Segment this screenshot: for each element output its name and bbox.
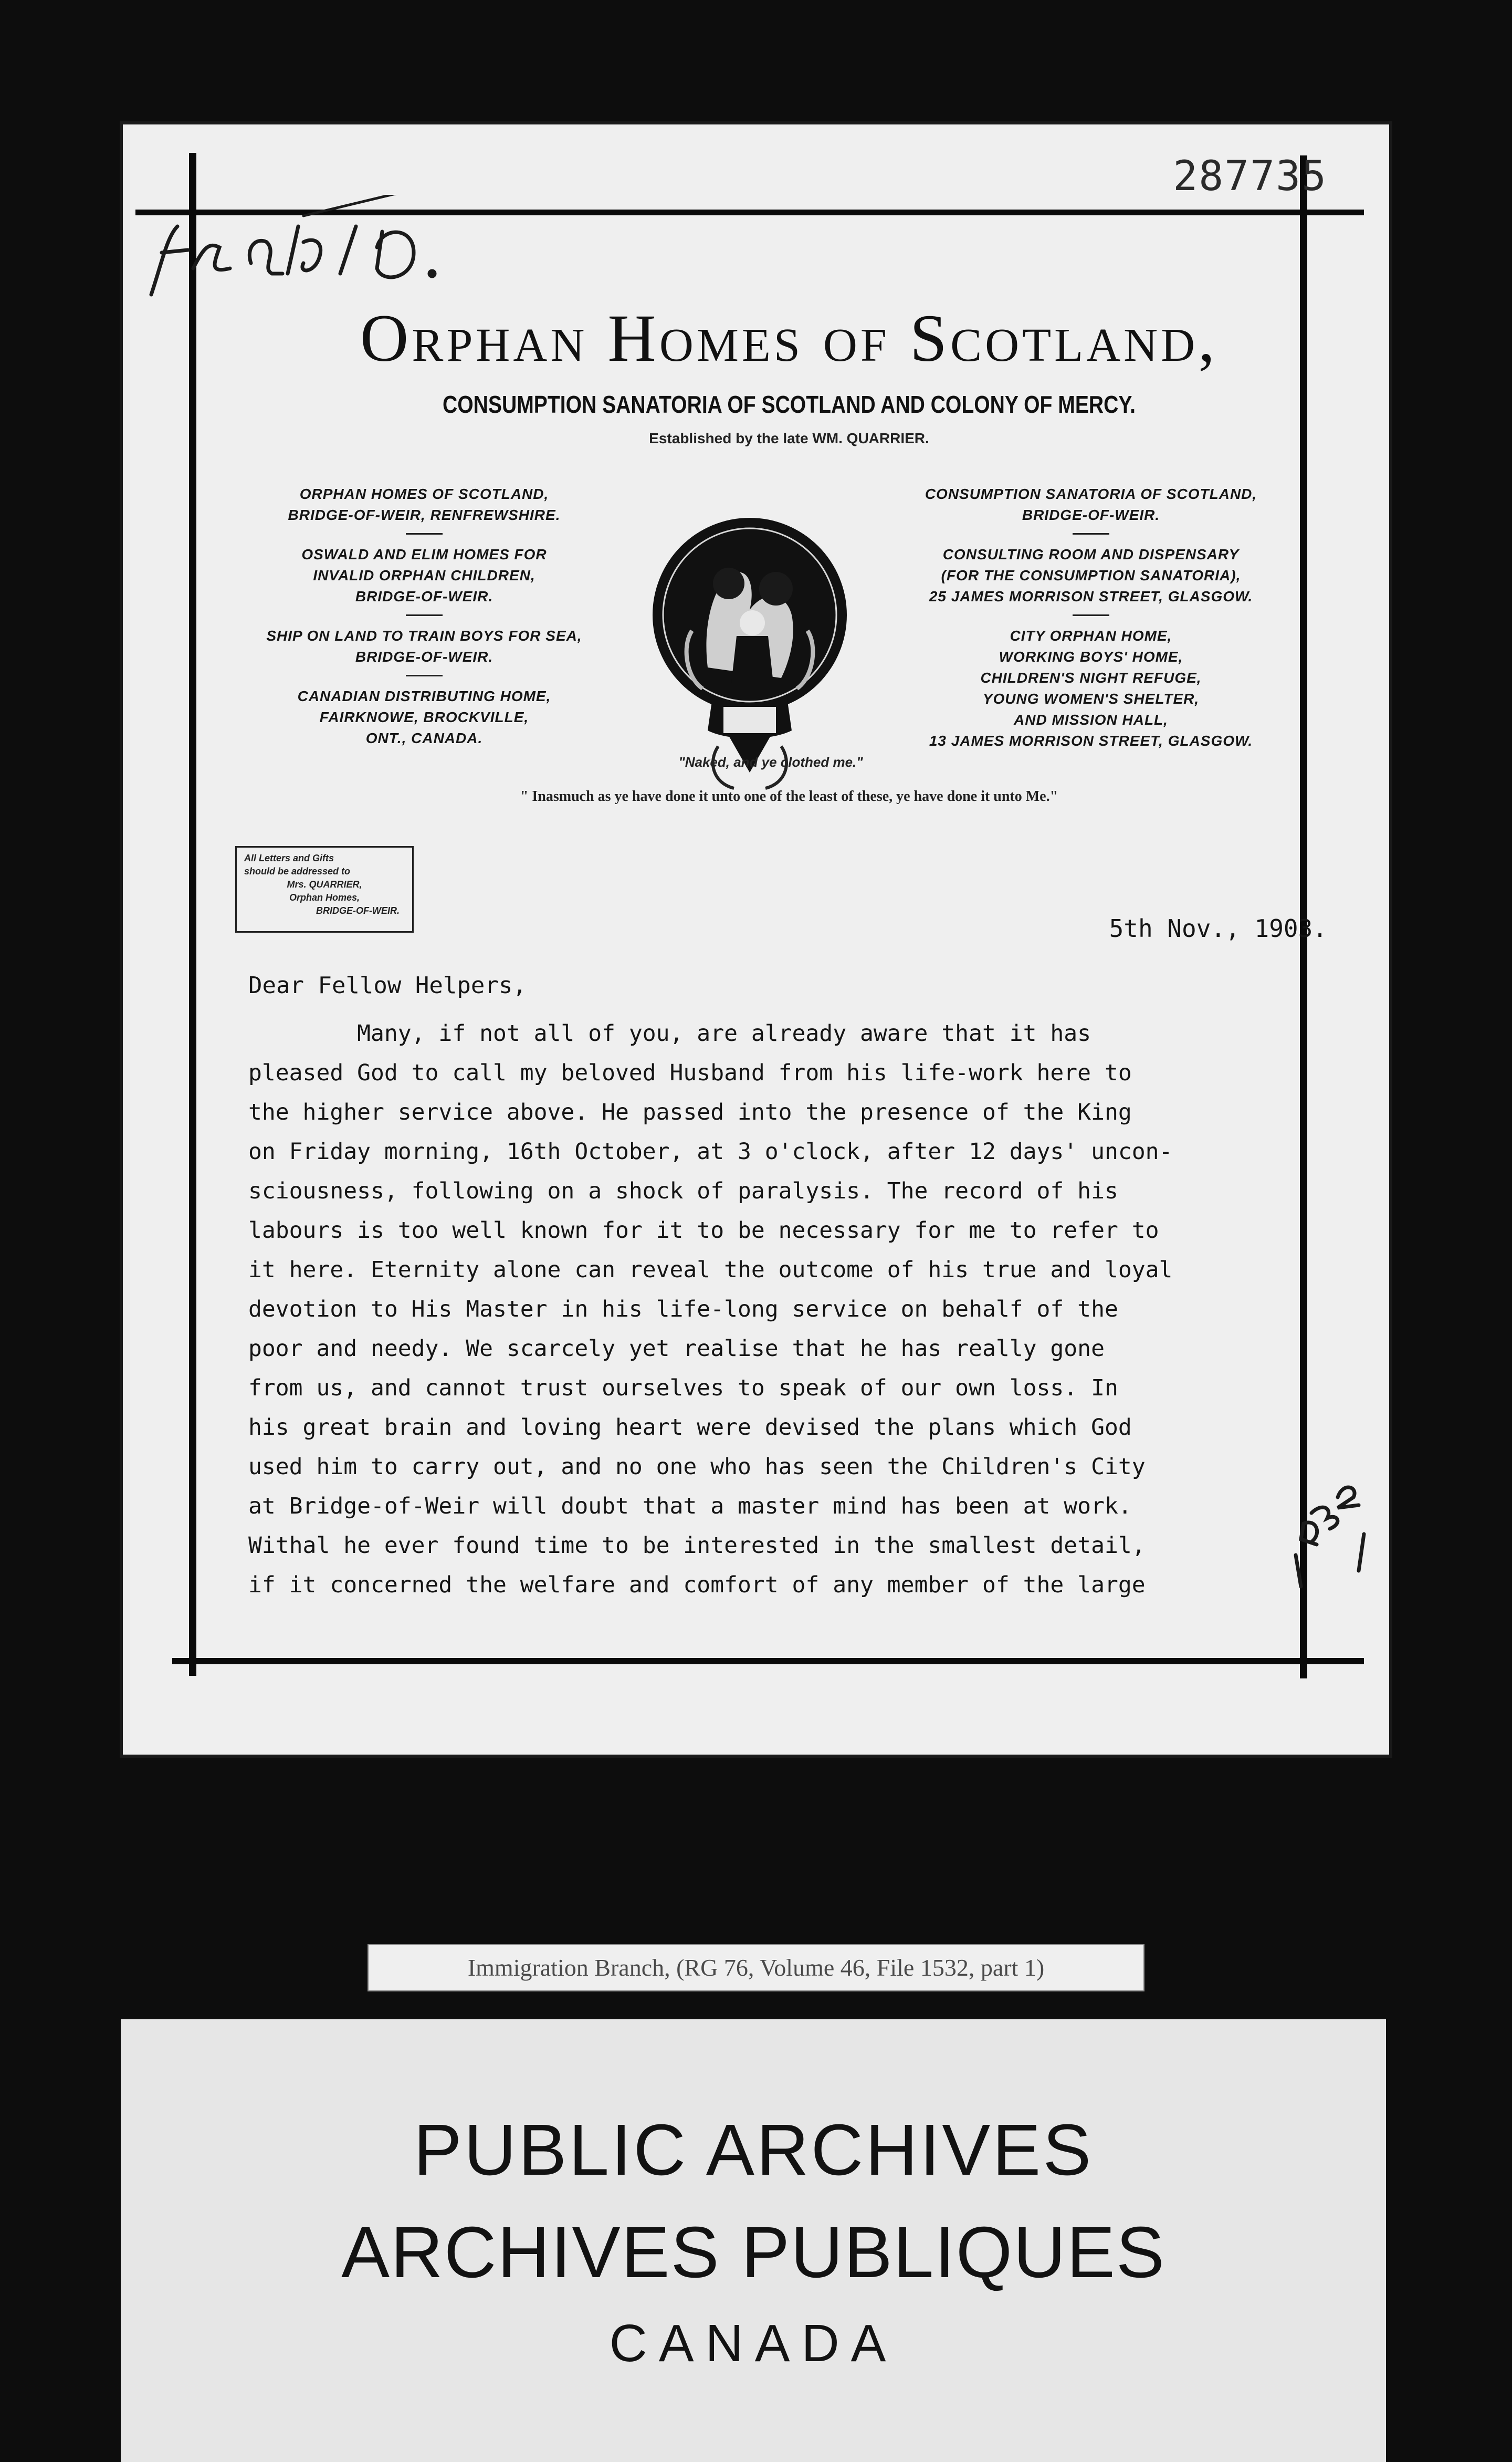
address-line: BRIDGE-OF-WEIR.	[355, 649, 494, 665]
address-box-line: Orphan Homes,	[289, 892, 360, 903]
letter-line: if it concerned the welfare and comfort of any member of the large	[248, 1572, 1146, 1598]
right-address-column	[891, 484, 1290, 752]
address-box-line: All Letters and Gifts	[244, 853, 334, 863]
address-line: INVALID ORPHAN CHILDREN,	[313, 567, 536, 583]
letter-line: devotion to His Master in his life-long service on behalf of the	[248, 1296, 1118, 1322]
address-box-line: should be addressed to	[244, 866, 351, 877]
left-address-block	[251, 686, 597, 749]
address-box-line: BRIDGE-OF-WEIR.	[316, 905, 400, 916]
letter-line: at Bridge-of-Weir will doubt that a master mind has been at work.	[248, 1493, 1132, 1519]
address-line: FAIRKNOWE, BROCKVILLE,	[319, 709, 529, 725]
archive-card	[121, 2019, 1386, 2462]
address-line: CONSUMPTION SANATORIA OF SCOTLAND,	[925, 486, 1257, 502]
emblem-motto: "Naked, and ye clothed me."	[678, 754, 863, 770]
letter-line: used him to carry out, and no one who has seen the Children's City	[248, 1454, 1146, 1480]
letter-page	[120, 121, 1392, 1758]
address-separator	[406, 533, 443, 535]
letter-line: on Friday morning, 16th October, at 3 o'clock, after 12 days' uncon-	[248, 1139, 1173, 1165]
letter-salutation: Dear Fellow Helpers,	[248, 972, 527, 999]
address-line: AND MISSION HALL,	[1014, 712, 1168, 728]
letter-line: pleased God to call my beloved Husband from his life-work here to	[248, 1060, 1132, 1086]
letterhead-subtitle: CONSUMPTION SANATORIA OF SCOTLAND AND COLONY OF MERCY.	[442, 391, 1136, 418]
left-address-block	[251, 544, 597, 607]
letter-line: Withal he ever found time to be interested in the smallest detail,	[248, 1532, 1146, 1559]
letter-line: his great brain and loving heart were devised the plans which God	[248, 1414, 1132, 1441]
letterhead-title: Orphan Homes of Scotland,	[360, 301, 1219, 375]
address-separator	[406, 675, 443, 676]
handwritten-margin-note	[1280, 1466, 1374, 1602]
letter-body	[248, 1014, 1377, 1605]
left-address-block	[251, 625, 597, 667]
address-line: (FOR THE CONSUMPTION SANATORIA),	[941, 567, 1241, 583]
address-line: 25 JAMES MORRISON STREET, GLASGOW.	[929, 588, 1253, 604]
address-separator	[406, 614, 443, 616]
address-line: OSWALD AND ELIM HOMES FOR	[301, 546, 547, 562]
letter-line: from us, and cannot trust ourselves to speak of our own loss. In	[248, 1375, 1118, 1401]
right-address-block	[891, 544, 1290, 607]
address-line: YOUNG WOMEN'S SHELTER,	[982, 691, 1200, 707]
archive-country: CANADA	[609, 2314, 898, 2373]
address-line: SHIP ON LAND TO TRAIN BOYS FOR SEA,	[266, 628, 582, 644]
address-separator	[1073, 533, 1109, 535]
address-box-line: Mrs. QUARRIER,	[287, 879, 362, 890]
address-line: CHILDREN'S NIGHT REFUGE,	[980, 670, 1202, 686]
letter-line: labours is too well known for it to be necessary for me to refer to	[248, 1217, 1159, 1244]
right-address-block	[891, 625, 1290, 752]
address-line: WORKING BOYS' HOME,	[999, 649, 1183, 665]
address-line: ORPHAN HOMES OF SCOTLAND,	[299, 486, 549, 502]
left-address-column	[251, 484, 597, 749]
address-line: BRIDGE-OF-WEIR.	[1022, 507, 1160, 523]
address-separator	[1073, 614, 1109, 616]
archive-reference-label: Immigration Branch, (RG 76, Volume 46, File 1532, part 1)	[368, 1944, 1144, 1991]
handwritten-note-top-left	[130, 195, 487, 310]
archive-name-french: ARCHIVES PUBLIQUES	[341, 2212, 1166, 2293]
address-instructions-box	[235, 846, 414, 933]
address-line: CITY ORPHAN HOME,	[1010, 628, 1172, 644]
letterhead-established: Established by the late WM. QUARRIER.	[649, 430, 929, 446]
archive-name-english: PUBLIC ARCHIVES	[413, 2110, 1094, 2190]
scripture-quote: " Inasmuch as ye have done it unto one of the least of these, ye have done it unto Me."	[520, 788, 1058, 805]
letter-line: Many, if not all of you, are already aware that it has	[248, 1020, 1091, 1047]
address-line: 13 JAMES MORRISON STREET, GLASGOW.	[929, 733, 1253, 749]
frame-rule-left	[189, 153, 196, 1676]
left-address-block	[251, 484, 597, 526]
letter-line: it here. Eternity alone can reveal the outcome of his true and loyal	[248, 1257, 1173, 1283]
address-line: ONT., CANADA.	[365, 730, 483, 746]
address-line: BRIDGE-OF-WEIR.	[355, 588, 494, 604]
letter-line: sciousness, following on a shock of paralysis. The record of his	[248, 1178, 1118, 1204]
file-number: 287735	[1173, 153, 1327, 200]
address-line: BRIDGE-OF-WEIR, RENFREWSHIRE.	[288, 507, 561, 523]
letter-date: 5th Nov., 1903.	[1109, 914, 1327, 943]
letter-line: poor and needy. We scarcely yet realise that he has really gone	[248, 1336, 1105, 1362]
frame-rule-bottom	[172, 1658, 1364, 1664]
letter-line: the higher service above. He passed into the presence of the King	[248, 1099, 1132, 1125]
right-address-block	[891, 484, 1290, 526]
address-line: CANADIAN DISTRIBUTING HOME,	[297, 688, 551, 704]
address-line: CONSULTING ROOM AND DISPENSARY	[942, 546, 1240, 562]
